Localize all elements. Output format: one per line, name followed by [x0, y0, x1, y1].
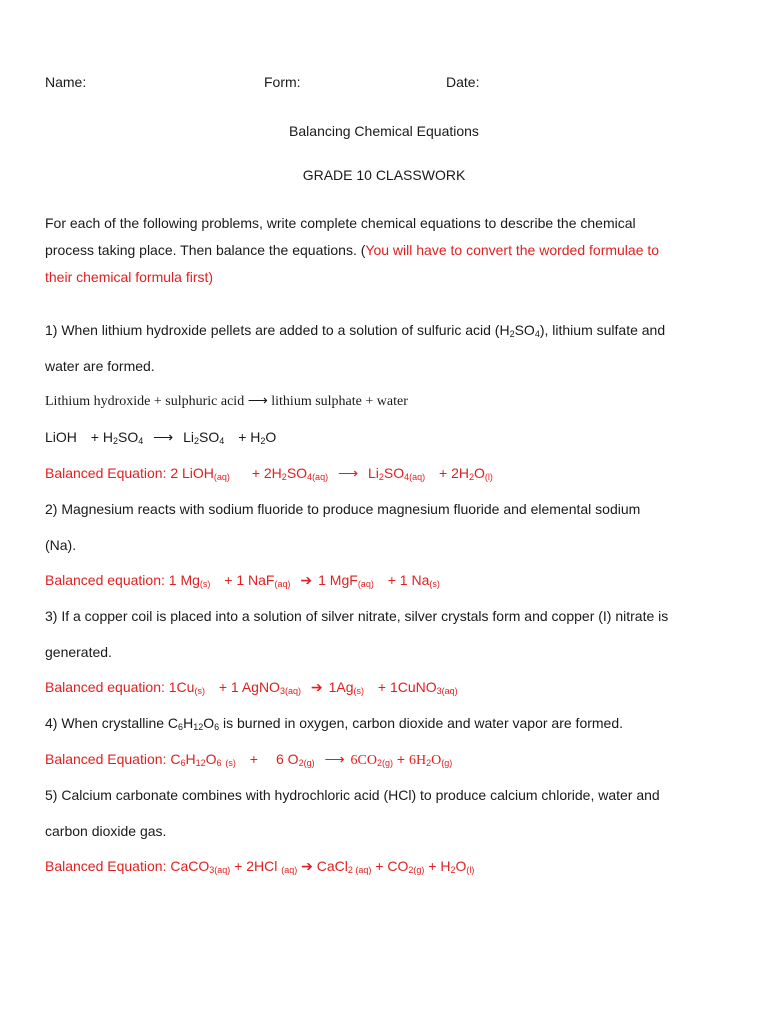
q4-sub: 2	[426, 758, 432, 768]
q3-state: 3(aq)	[436, 686, 458, 696]
q2-state: (s)	[199, 579, 211, 589]
q3-text-line-1: 3) If a copper coil is placed into a solution of silver nitrate, silver crystals form and copper (I) nitrate is	[45, 608, 669, 624]
q5-term: CaCl	[316, 858, 348, 874]
q3-term: 1CuNO	[389, 679, 437, 695]
q1-sub: 2	[378, 472, 384, 482]
q2-text-line-1: 2) Magnesium reacts with sodium fluoride to produce magnesium fluoride and elemental sodium	[45, 501, 641, 517]
q1-text-line-2: water are formed.	[45, 358, 155, 374]
q3-state: (s)	[353, 686, 365, 696]
q5-state: 3(aq)	[209, 865, 231, 875]
q2-term: 1 NaF	[236, 572, 275, 588]
q4-o: O	[203, 715, 215, 731]
q4-text-line-1	[45, 714, 623, 732]
q1-plus: +	[238, 429, 247, 445]
q3-balanced-equation: Balanced equation: $1Cu_{(s)} + 1$ AgNO$_{3(aq)}$ ➔ $1Ag_{(s)}$ + 1CuNO$_{3(aq)}$	[45, 679, 458, 696]
name-label: Name:	[45, 74, 87, 90]
q1-term: SO	[286, 465, 308, 481]
q3-term: 1Ag	[328, 679, 354, 695]
q5-state: (l)	[466, 865, 475, 875]
q4-sub: 6	[216, 758, 222, 768]
intro-line-2-text: process taking place. Then balance the equations. (	[45, 242, 366, 258]
q5-state: 2(g)	[408, 865, 425, 875]
q4-term: 6CO	[350, 753, 377, 768]
q1-sub: 2	[509, 329, 515, 339]
q4-term: 6 O	[275, 751, 299, 767]
q1-h: H	[102, 429, 113, 445]
q3-term: 1Cu	[168, 679, 195, 695]
q3-state: (s)	[194, 686, 205, 696]
q4-h: H	[183, 715, 194, 731]
q2-arrow: ➔	[300, 572, 313, 588]
q1-text-c: ), lithium sulfate and	[539, 322, 666, 338]
q1-arrow: ⟶	[337, 465, 359, 481]
q2-state: (s)	[429, 579, 440, 589]
q1-sub: 2	[260, 436, 266, 446]
q4-sub: 12	[193, 722, 204, 732]
q1-h: H	[250, 429, 261, 445]
q4-term: 6H	[408, 753, 427, 768]
q5-term: + 2HCl	[234, 858, 278, 874]
q1-lioh: LiOH	[45, 429, 77, 445]
q1-text-a: 1) When lithium hydroxide pellets are added to a solution of sulfuric acid (H	[45, 322, 510, 338]
q5-term: CaCO	[170, 858, 210, 874]
q1-sub: 4	[404, 472, 410, 482]
intro-line-3-note: their chemical formula first)	[45, 269, 214, 285]
q4-sub: 6	[180, 758, 186, 768]
q2-term: 1 Mg	[168, 572, 200, 588]
q4-sub: 6	[214, 722, 220, 732]
q1-state: (aq)	[213, 472, 230, 482]
q1-sub: 2	[281, 472, 287, 482]
q4-state: 2(g)	[298, 758, 315, 768]
q1-plus: +	[90, 429, 99, 445]
q5-balanced-equation: Balanced Equation: CaCO$_{3(aq)}$ + 2HCl $_{(aq)}$ ➔ CaCl$_{2 (aq)}$ + $CO_{2(g)} + H_2O_{(l)}$	[45, 858, 475, 875]
q1-word-equation: Lithium hydroxide + sulphuric acid ⟶ lithium sulphate + water	[45, 394, 408, 409]
q4-text-b: is burned in oxygen, carbon dioxide and water vapor are formed.	[219, 715, 624, 731]
q1-state: (aq)	[409, 472, 426, 482]
q5-text-line-2: carbon dioxide gas.	[45, 823, 167, 839]
q1-sub: 4	[219, 436, 225, 446]
q2-state: (aq)	[357, 579, 374, 589]
q1-term: 2H	[451, 465, 469, 481]
q5-term: O	[455, 858, 467, 874]
q1-sub: 4	[138, 436, 144, 446]
q4-state: (s)	[225, 758, 236, 768]
q1-state: (l)	[484, 472, 493, 482]
q3-term: 1 AgNO	[230, 679, 280, 695]
q4-balanced-label: Balanced Equation:	[45, 751, 167, 767]
q2-term: 1 Na	[399, 572, 430, 588]
q4-term: O	[205, 751, 217, 767]
q1-text-line-1	[45, 321, 665, 339]
q1-sub: 4	[534, 329, 540, 339]
q1-li: Li	[183, 429, 195, 445]
q2-state: (aq)	[274, 579, 291, 589]
q1-term: SO	[383, 465, 405, 481]
q1-arrow: ⟶	[153, 429, 174, 445]
q1-balanced-label: Balanced Equation:	[45, 465, 167, 481]
q4-state: (g)	[441, 758, 453, 768]
q5-term: + H	[428, 858, 451, 874]
q2-term: 1 MgF	[318, 572, 358, 588]
q1-term: 2H	[263, 465, 282, 481]
page-title: Balancing Chemical Equations	[289, 123, 479, 139]
q3-state: 3(aq)	[279, 686, 301, 696]
q1-sub: 2	[113, 436, 119, 446]
q3-balanced-label: Balanced equation:	[45, 679, 165, 695]
q5-text-line-1: 5) Calcium carbonate combines with hydrochloric acid (HCl) to produce calcium chloride, water and	[45, 787, 660, 803]
q4-balanced-equation: Balanced Equation: $C_6H_{12}O_6$ $_{(s)}$ + 6 $O_{2(g)}$ ⟶ $6CO_{2(g)} + 6H_2O_{(g)}$	[45, 751, 453, 768]
q1-sub: 2	[469, 472, 475, 482]
q4-arrow: ⟶	[324, 751, 345, 767]
q5-sub: 2	[450, 865, 456, 875]
q5-arrow: ➔	[301, 858, 313, 874]
q1-symbol-equation	[45, 428, 276, 446]
q4-term: C	[170, 751, 181, 767]
q1-text-b: SO	[514, 322, 535, 338]
q5-state: (aq)	[281, 865, 298, 875]
q4-sub: 6	[178, 722, 184, 732]
q4-state: 2(g)	[377, 758, 394, 768]
q1-term: 2 LiOH	[170, 465, 214, 481]
q1-sub: 4	[307, 472, 313, 482]
q5-state: 2 (aq)	[347, 865, 372, 875]
intro-line-2-note: You will have to convert the worded formulae to	[365, 242, 660, 258]
form-label: Form:	[264, 74, 301, 90]
q1-so: SO	[118, 429, 139, 445]
q1-term: Li	[367, 465, 379, 481]
q2-balanced-label: Balanced equation:	[45, 572, 165, 588]
q2-balanced-equation: Balanced equation: 1 $Mg_{(s)} + 1$ NaF$_{(aq)}$ ➔ 1 MgF$_{(aq)}$ + 1 $Na_{(s)}$	[45, 572, 440, 589]
q4-term: O	[431, 753, 442, 768]
q3-arrow: ➔	[310, 679, 323, 695]
intro-line-2	[45, 241, 659, 259]
q3-text-line-2: generated.	[45, 644, 112, 660]
q1-balanced-equation: Balanced Equation: 2 LiOH$_{(aq)}$ + $2H_2SO_{4(aq)}$ ⟶ $Li_2SO_{4(aq)} + 2H_2O_{(l)}$	[45, 465, 493, 482]
q4-term: H	[185, 751, 196, 767]
q1-state: (aq)	[312, 472, 329, 482]
q1-so: SO	[199, 429, 220, 445]
q5-term: CO	[387, 858, 409, 874]
intro-line-1: For each of the following problems, write complete chemical equations to describe the chemical	[45, 215, 636, 231]
q2-text-line-2: (Na).	[45, 537, 77, 553]
q1-term: O	[474, 465, 485, 481]
q4-sub: 12	[195, 758, 206, 768]
q4-text-a: 4) When crystalline C	[45, 715, 179, 731]
date-label: Date:	[446, 74, 480, 90]
q5-balanced-label: Balanced Equation:	[45, 858, 167, 874]
q1-sub: 2	[194, 436, 200, 446]
q1-o: O	[265, 429, 277, 445]
page-subtitle: GRADE 10 CLASSWORK	[302, 167, 466, 183]
